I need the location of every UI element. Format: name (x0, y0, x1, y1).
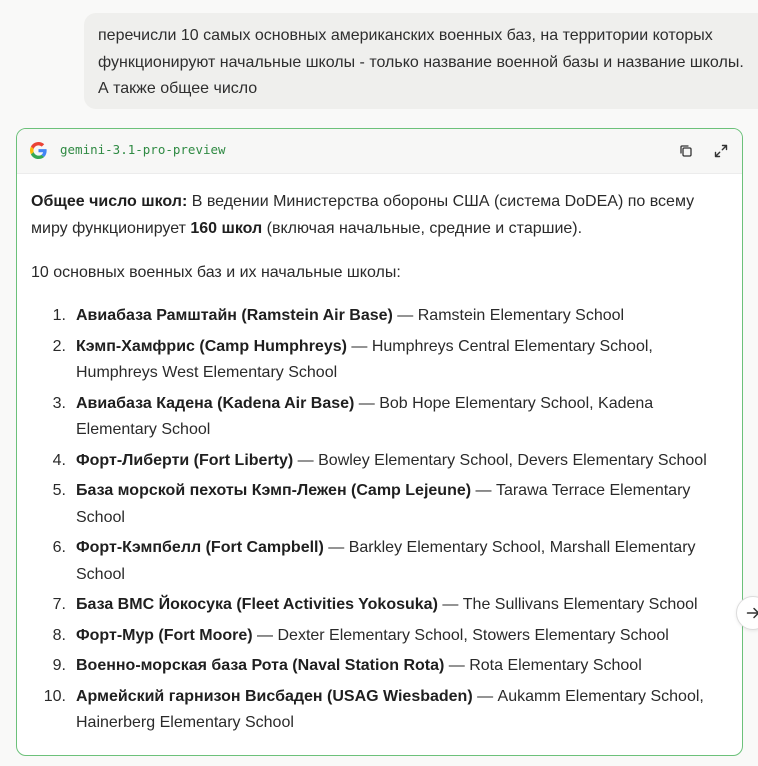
user-message-line: функционируют начальные школы - только название военной базы и название школы. (98, 53, 744, 71)
list-item (31, 653, 728, 680)
item-number: 3. (52, 394, 66, 412)
list-item (31, 592, 728, 619)
base-name: Кэмп-Хамфрис (Camp Humphreys) (76, 337, 347, 355)
summary-label: Общее число школ: (31, 193, 188, 210)
base-name: Военно-морская база Рота (Naval Station Rota) (76, 657, 445, 674)
copy-icon[interactable] (678, 143, 694, 159)
school-names: — Barkley Elementary School, Marshall Elementary School (76, 539, 696, 583)
item-number: 10. (43, 687, 66, 705)
item-number: 4. (52, 451, 66, 469)
list-intro: 10 основных военных баз и их начальные школы: (31, 264, 401, 281)
model-name: gemini-3.1-pro-preview (60, 142, 226, 157)
expand-icon[interactable] (713, 143, 729, 159)
item-number: 5. (52, 482, 66, 499)
school-names: — Aukamm Elementary School, Hainerberg Elementary School (76, 687, 704, 731)
school-names: — Bowley Elementary School, Devers Elementary School (293, 451, 707, 469)
list-item (31, 448, 728, 475)
base-name: Форт-Мур (Fort Moore) (76, 626, 253, 644)
item-number: 2. (52, 337, 66, 355)
list-item (31, 334, 728, 387)
school-names: — Humphreys Central Elementary School, Humphreys West Elementary School (76, 337, 653, 381)
base-name: Армейский гарнизон Висбаден (USAG Wiesbaden) (76, 687, 473, 705)
school-names: — Ramstein Elementary School (392, 307, 625, 324)
list-item (31, 684, 728, 737)
school-names: — Bob Hope Elementary School, Kadena Elementary School (76, 394, 654, 438)
base-name: Форт-Кэмпбелл (Fort Campbell) (76, 539, 324, 556)
list-item (31, 303, 728, 330)
base-name: База морской пехоты Кэмп-Лежен (Camp Lejeune) (76, 482, 472, 499)
item-number: 6. (52, 539, 66, 556)
bases-list (31, 303, 728, 737)
response-header (17, 129, 742, 174)
item-number: 7. (52, 596, 66, 613)
base-name: Авиабаза Кадена (Kadena Air Base) (76, 394, 355, 412)
base-name: Авиабаза Рамштайн (Ramstein Air Base) (76, 307, 393, 324)
school-names: — Rota Elementary School (444, 657, 642, 674)
school-names: — Tarawa Terrace Elementary School (76, 482, 691, 526)
response-body (17, 174, 742, 737)
list-item (31, 535, 728, 588)
item-number: 8. (52, 626, 66, 644)
google-g-icon (30, 142, 47, 159)
school-names: — The Sullivans Elementary School (437, 596, 698, 613)
arrow-right-icon (745, 605, 758, 621)
school-count: 160 школ (190, 220, 263, 237)
base-name: База ВМС Йокосука (Fleet Activities Yokosuka) (76, 596, 438, 613)
model-response-card (16, 128, 743, 756)
user-message-line: А также общее число (98, 80, 258, 97)
list-item (31, 623, 728, 650)
school-names: — Dexter Elementary School, Stowers Elementary School (252, 626, 669, 644)
user-message-line: перечисли 10 самых основных американских военных баз, на территории которых (98, 27, 713, 44)
user-message-bubble (84, 13, 758, 109)
list-item (31, 478, 728, 531)
summary-text-end: (включая начальные, средние и старшие). (262, 220, 583, 237)
item-number: 9. (52, 657, 66, 674)
summary-paragraph (31, 188, 728, 242)
summary-text: В ведении Министерства обороны США (система DoDEA) по всему миру функционирует (31, 193, 695, 237)
item-number: 1. (52, 307, 66, 324)
base-name: Форт-Либерти (Fort Liberty) (76, 451, 294, 469)
list-item (31, 391, 728, 444)
